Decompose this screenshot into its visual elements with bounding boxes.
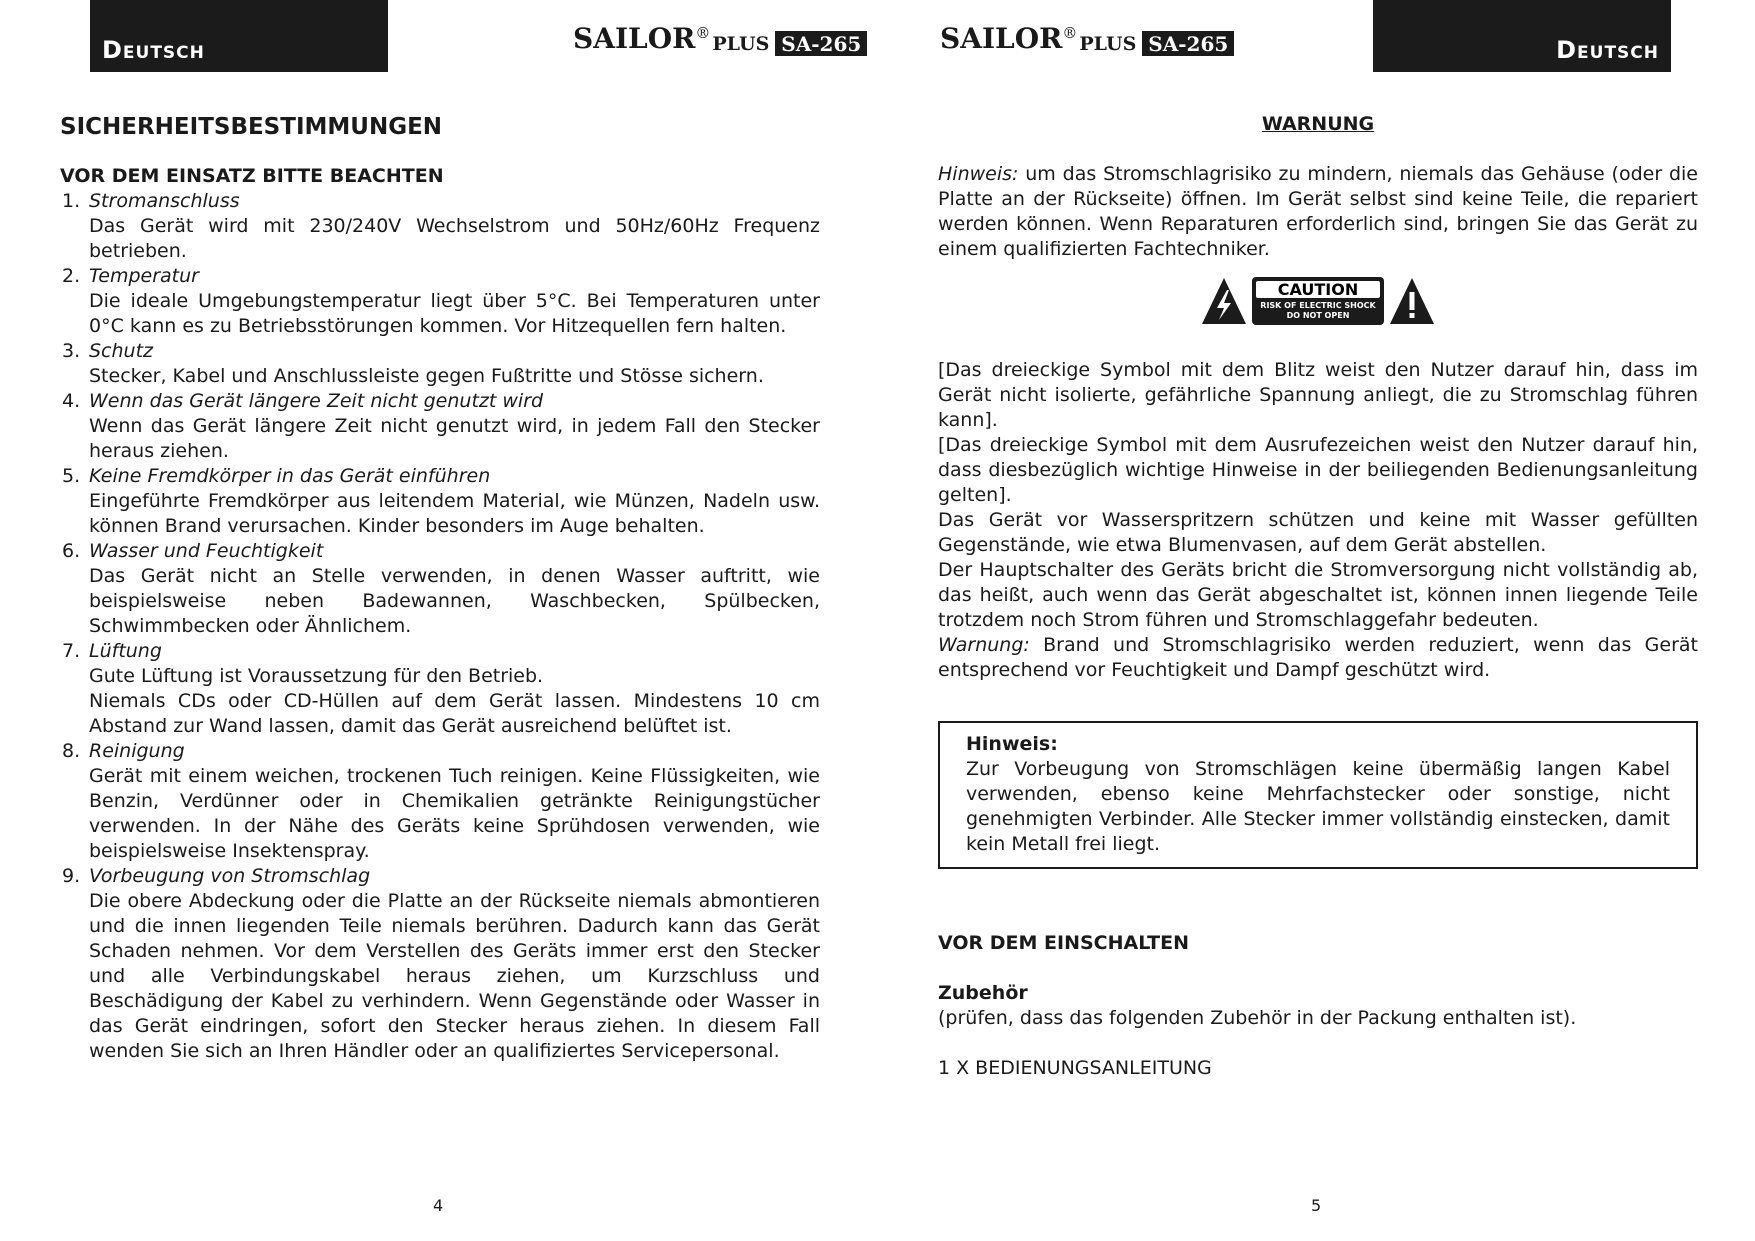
list-item-number: 2. — [62, 265, 81, 287]
list-item-number: 3. — [62, 340, 81, 362]
caution-line2: DO NOT OPEN — [1286, 311, 1350, 320]
list-item-title: Reinigung — [89, 740, 185, 762]
list-item-body — [89, 489, 820, 539]
list-item-body — [89, 764, 820, 864]
brand-logo — [940, 22, 1234, 56]
symbol-explanations — [938, 358, 1698, 633]
list-item — [60, 739, 820, 864]
warnung-label: Warnung: — [938, 634, 1030, 656]
brand-logo — [573, 22, 867, 56]
list-item — [60, 639, 820, 739]
safety-list — [60, 189, 820, 1064]
list-item-title: Vorbeugung von Stromschlag — [89, 865, 371, 887]
caution-symbols — [938, 276, 1698, 326]
right-page — [878, 0, 1755, 1241]
list-item-number: 9. — [62, 865, 81, 887]
list-item-number: 5. — [62, 465, 81, 487]
list-item-title: Wenn das Gerät längere Zeit nicht genutzt wird — [89, 390, 544, 412]
model-badge: SA-265 — [1142, 31, 1234, 56]
page-number: 4 — [433, 1196, 444, 1215]
notice-title: Hinweis: — [966, 733, 1058, 755]
language-tab — [1373, 0, 1671, 72]
list-item-body — [89, 289, 820, 339]
list-item — [60, 864, 820, 1064]
list-item-paragraph: Die ideale Umgebungstemperatur liegt über 5°C. Bei Temperaturen unter 0°C kann es zu Betriebsstörungen kommen. Vor Hitzequellen fern halten. — [89, 290, 820, 337]
list-item-title: Wasser und Feuchtigkeit — [89, 540, 324, 562]
list-item-paragraph: Gute Lüftung ist Voraussetzung für den Betrieb. — [89, 665, 544, 687]
section-subtitle: VOR DEM EINSATZ BITTE BEACHTEN — [60, 165, 444, 187]
warnung-text: Brand und Stromschlagrisiko werden reduziert, wenn das Gerät entsprechend vor Feuchtigkeit und Dampf geschützt wird. — [938, 634, 1698, 681]
body-paragraph: [Das dreieckige Symbol mit dem Ausrufezeichen weist den Nutzer darauf hin, dass diesbezüglich wichtige Hinweise in der beiliegenden Bedienungsanleitung gelten]. — [938, 434, 1698, 506]
caution-label — [1252, 277, 1384, 325]
body-paragraph: [Das dreieckige Symbol mit dem Blitz weist den Nutzer darauf hin, dass im Gerät nicht isolierte, gefährliche Spannung anliegt, die zu Stromschlag führen kann]. — [938, 359, 1698, 431]
list-item-paragraph: Niemals CDs oder CD-Hüllen auf dem Gerät lassen. Mindestens 10 cm Abstand zur Wand lassen, damit das Gerät ausreichend belüftet ist. — [89, 690, 820, 737]
left-content — [60, 112, 820, 1064]
hint-label: Hinweis: — [938, 163, 1019, 185]
list-item-title: Schutz — [89, 340, 154, 362]
hint-paragraph — [938, 162, 1698, 262]
list-item — [60, 339, 820, 389]
brand-registered-mark: ® — [695, 24, 711, 42]
language-tab — [90, 0, 388, 72]
warnung-paragraph — [938, 633, 1698, 683]
language-label: Deutsch — [1556, 36, 1659, 64]
list-item-title: Temperatur — [89, 265, 199, 287]
list-item — [60, 464, 820, 539]
list-item-title: Stromanschluss — [89, 190, 240, 212]
exclamation-warning-icon — [1388, 276, 1436, 326]
list-item-body — [89, 364, 820, 389]
list-item-number: 4. — [62, 390, 81, 412]
brand-name: SAILOR — [573, 22, 696, 55]
brand-plus: PLUS — [712, 33, 770, 55]
accessories-note: (prüfen, dass das folgenden Zubehör in der Packung enthalten ist). — [938, 1007, 1577, 1029]
list-item-paragraph: Das Gerät wird mit 230/240V Wechselstrom und 50Hz/60Hz Frequenz betrieben. — [89, 215, 820, 262]
list-item-paragraph: Wenn das Gerät längere Zeit nicht genutzt wird, in jedem Fall den Stecker heraus ziehen. — [89, 415, 820, 462]
list-item — [60, 539, 820, 639]
right-content — [938, 112, 1698, 1081]
warning-title: WARNUNG — [1261, 113, 1375, 135]
list-item-paragraph: Die obere Abdeckung oder die Platte an der Rückseite niemals abmontieren und die innen liegenden Teile niemals berühren. Dadurch kann das Gerät Schaden nehmen. Vor dem Verstellen des Geräts immer erst den Stecker und alle Verbindungskabel heraus ziehen, um Kurzschluss und Beschädigung der Kabel zu verhindern. Wenn Gegenstände oder Wasser in das Gerät eindringen, sofort den Stecker heraus ziehen. In diesem Fall wenden Sie sich an Ihren Händler oder an qualifiziertes Servicepersonal. — [89, 890, 820, 1062]
page-title: SICHERHEITSBESTIMMUNGEN — [60, 114, 443, 140]
notice-text: Zur Vorbeugung von Stromschlägen keine übermäßig langen Kabel verwenden, ebenso keine Mehrfachstecker oder sonstige, nicht genehmigten Verbinder. Alle Stecker immer vollständig einstecken, damit kein Metall frei liegt. — [966, 758, 1670, 855]
before-switch-on-title: VOR DEM EINSCHALTEN — [938, 932, 1190, 954]
list-item-number: 1. — [62, 190, 81, 212]
list-item — [60, 264, 820, 339]
brand-plus: PLUS — [1079, 33, 1137, 55]
brand-name: SAILOR — [940, 22, 1063, 55]
caution-line1: RISK OF ELECTRIC SHOCK — [1260, 301, 1376, 310]
list-item — [60, 189, 820, 264]
list-item-body — [89, 889, 820, 1064]
notice-box — [938, 721, 1698, 869]
body-paragraph: Das Gerät vor Wasserspritzern schützen und keine mit Wasser gefüllten Gegenstände, wie etwa Blumenvasen, auf dem Gerät abstellen. — [938, 509, 1698, 556]
hint-text: um das Stromschlagrisiko zu mindern, niemals das Gehäuse (oder die Platte an der Rückseite) öffnen. Im Gerät selbst sind keine Teile, die repariert werden können. Wenn Reparaturen erforderlich sind, bringen Sie das Gerät zu einem qualifizierten Fachtechniker. — [938, 163, 1698, 260]
list-item — [60, 389, 820, 464]
list-item-title: Lüftung — [89, 640, 162, 662]
list-item-number: 6. — [62, 540, 81, 562]
brand-registered-mark: ® — [1062, 24, 1078, 42]
body-paragraph: Der Hauptschalter des Geräts bricht die Stromversorgung nicht vollständig ab, das heißt, auch wenn das Gerät abgeschaltet ist, können innen liegende Teile trotzdem noch Strom führen und Stromschlaggefahr bedeuten. — [938, 559, 1698, 631]
list-item-number: 7. — [62, 640, 81, 662]
model-badge: SA-265 — [775, 31, 867, 56]
caution-head: CAUTION — [1256, 281, 1380, 298]
list-item-paragraph: Gerät mit einem weichen, trockenen Tuch reinigen. Keine Flüssigkeiten, wie Benzin, Verdünner oder in Chemikalien getränkte Reinigungstücher verwenden. In der Nähe des Geräts keine Sprühdosen verwenden, wie beispielsweise Insektenspray. — [89, 765, 820, 862]
list-item-paragraph: Stecker, Kabel und Anschlussleiste gegen Fußtritte und Stösse sichern. — [89, 365, 764, 387]
list-item-body — [89, 664, 820, 739]
lightning-warning-icon — [1200, 276, 1248, 326]
left-page — [0, 0, 877, 1241]
list-item-paragraph: Das Gerät nicht an Stelle verwenden, in denen Wasser auftritt, wie beispielsweise neben Badewannen, Waschbecken, Spülbecken, Schwimmbecken oder Ähnlichem. — [89, 565, 820, 637]
list-item-body — [89, 564, 820, 639]
list-item-body — [89, 214, 820, 264]
list-item-title: Keine Fremdkörper in das Gerät einführen — [89, 465, 491, 487]
accessories-item: 1 X BEDIENUNGSANLEITUNG — [938, 1057, 1212, 1079]
list-item-paragraph: Eingeführte Fremdkörper aus leitendem Material, wie Münzen, Nadeln usw. können Brand verursachen. Kinder besonders im Auge behalten. — [89, 490, 820, 537]
accessories-title: Zubehör — [938, 982, 1028, 1004]
language-label: Deutsch — [102, 36, 205, 64]
page-number: 5 — [1311, 1196, 1322, 1215]
list-item-body — [89, 414, 820, 464]
list-item-number: 8. — [62, 740, 81, 762]
